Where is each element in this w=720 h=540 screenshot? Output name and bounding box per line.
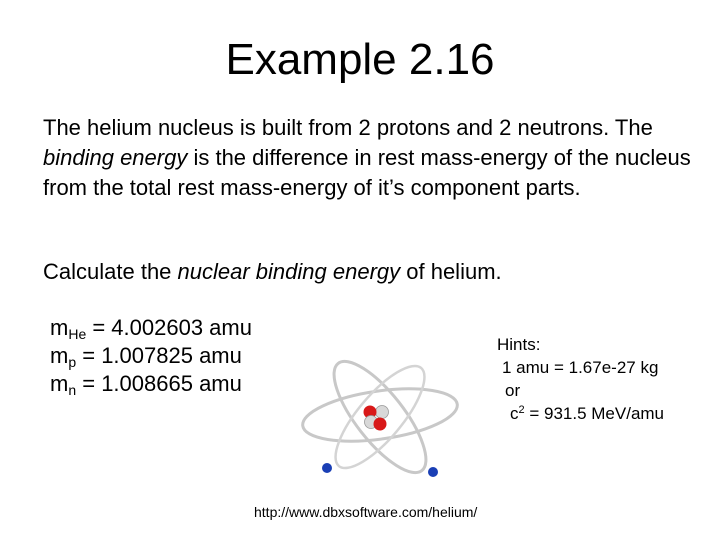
mass-value: = 1.008665 amu bbox=[76, 371, 242, 396]
mass-value: = 1.007825 amu bbox=[76, 343, 242, 368]
source-url: http://www.dbxsoftware.com/helium/ bbox=[254, 504, 478, 520]
calculate-prompt bbox=[43, 257, 703, 287]
mass-proton bbox=[50, 342, 252, 370]
hint-exponent: 2 bbox=[518, 404, 525, 416]
calculate-text-1: Calculate the bbox=[43, 259, 178, 284]
intro-paragraph bbox=[43, 113, 703, 203]
mass-value: = 4.002603 amu bbox=[86, 315, 252, 340]
proton bbox=[374, 418, 387, 431]
mass-symbol: m bbox=[50, 315, 69, 340]
intro-text-1: The helium nucleus is built from 2 protons and 2 neutrons. The bbox=[43, 115, 653, 140]
hint-amu-kg: 1 amu = 1.67e-27 kg bbox=[502, 358, 659, 377]
hint-c-squared bbox=[497, 402, 664, 425]
hint-or: or bbox=[505, 381, 521, 400]
electron bbox=[322, 463, 332, 473]
hints-box bbox=[497, 333, 664, 425]
mass-neutron bbox=[50, 370, 252, 398]
hints-heading: Hints: bbox=[497, 335, 541, 354]
calculate-emphasis: nuclear binding energy bbox=[177, 259, 401, 284]
intro-emphasis-binding-energy: binding energy bbox=[43, 145, 188, 170]
mass-subscript: p bbox=[68, 354, 77, 370]
calculate-text-2: of helium. bbox=[400, 259, 502, 284]
mass-helium bbox=[50, 314, 252, 342]
hint-c: c bbox=[510, 404, 519, 423]
slide-title: Example 2.16 bbox=[225, 35, 495, 84]
mass-symbol: m bbox=[50, 343, 69, 368]
mass-subscript: n bbox=[68, 382, 77, 398]
electron bbox=[428, 467, 438, 477]
mass-subscript: He bbox=[68, 326, 87, 342]
mass-symbol: m bbox=[50, 371, 69, 396]
helium-atom-icon bbox=[300, 345, 460, 485]
mass-list bbox=[50, 314, 252, 398]
intro-text-2: is the difference in rest mass-energy of the nucleus from the total rest mass-energy of it’s component parts. bbox=[43, 145, 691, 200]
neutron bbox=[376, 406, 389, 419]
hint-c-squared-value: = 931.5 MeV/amu bbox=[524, 404, 665, 423]
